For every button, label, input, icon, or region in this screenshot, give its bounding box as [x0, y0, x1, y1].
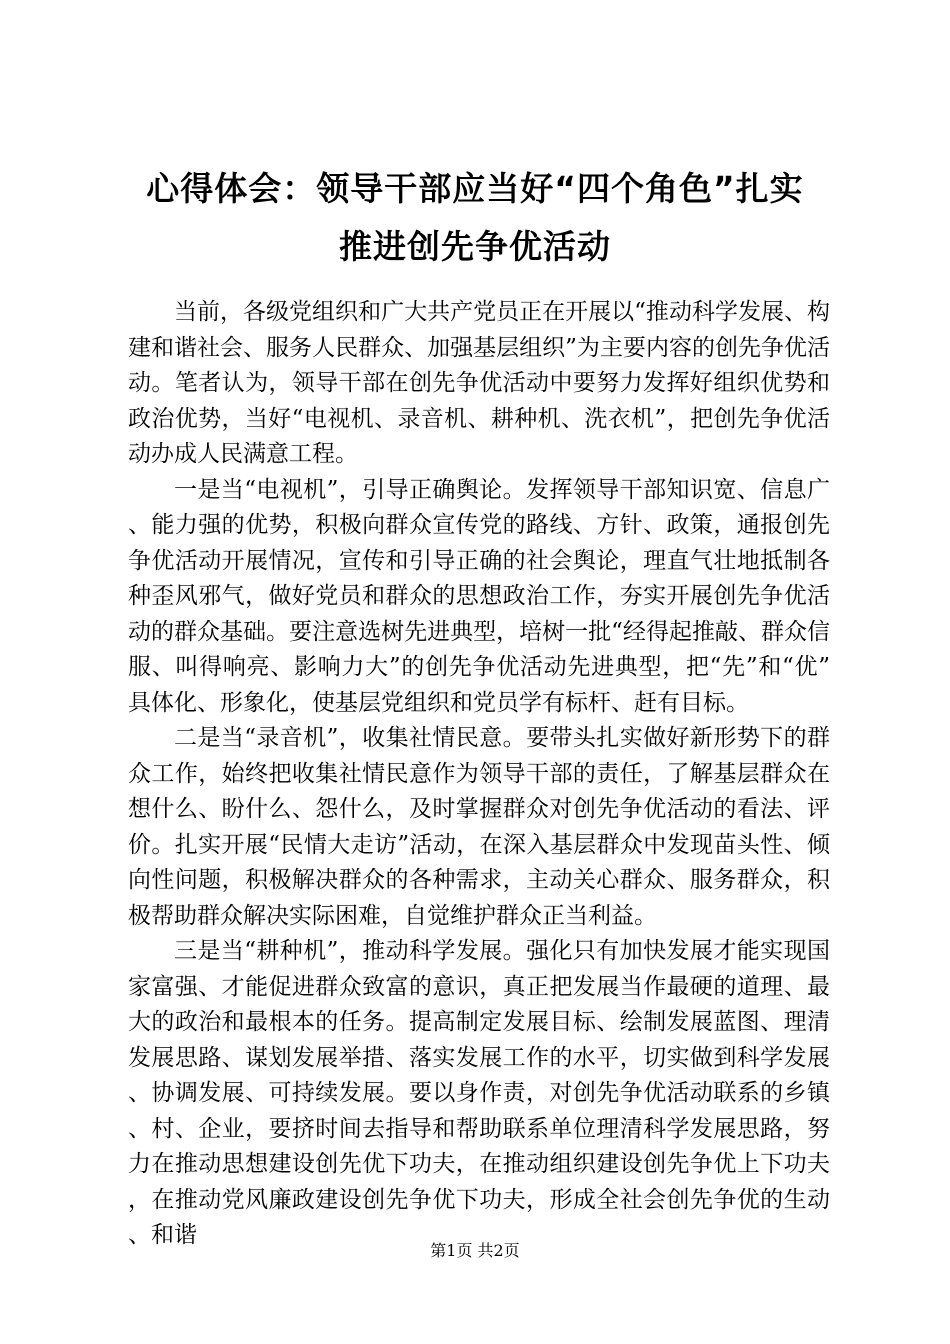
- paragraph-television: 一是当“电视机”，引导正确舆论。发挥领导干部知识宽、信息广、能力强的优势，积极向群众宣传党的路线、方针、政策，通报创先争优活动开展情况，宣传和引导正确的社会舆论，理直气壮地抵制各种歪风邪气，做好党员和群众的思想政治工作，夯实开展创先争优活动的群众基础。要注意选树先进典型，培树一批“经得起推敲、群众信服、叫得响亮、影响力大”的创先争优活动先进典型，把“先”和“优”具体化、形象化，使基层党组织和党员学有标杆、赶有目标。: [128, 476, 830, 716]
- title-line-1: 心得体会：领导干部应当好“四个角色”扎实: [146, 169, 804, 208]
- document-title: [100, 160, 850, 276]
- paragraph-recorder: 二是当“录音机”，收集社情民意。要带头扎实做好新形势下的群众工作，始终把收集社情民意作为领导干部的责任，了解基层群众在想什么、盼什么、怨什么，及时掌握群众对创先争优活动的看法、评价。扎实开展“民情大走访”活动，在深入基层群众中发现苗头性、倾向性问题，积极解决群众的各种需求，主动关心群众、服务群众，积极帮助群众解决实际困难，自觉维护群众正当利益。: [128, 725, 830, 929]
- title-line-2: 推进创先争优活动: [339, 227, 611, 266]
- paragraph-intro: 当前，各级党组织和广大共产党员正在开展以“推动科学发展、构建和谐社会、服务人民群众、加强基层组织”为主要内容的创先争优活动。笔者认为，领导干部在创先争优活动中要努力发挥好组织优势和政治优势，当好“电视机、录音机、耕种机、洗衣机”，把创先争优活动办成人民满意工程。: [128, 299, 830, 467]
- page-footer: 第1页 共2页: [430, 1241, 520, 1260]
- paragraph-cultivator: 三是当“耕种机”，推动科学发展。强化只有加快发展才能实现国家富强、才能促进群众致富的意识，真正把发展当作最硬的道理、最大的政治和最根本的任务。提高制定发展目标、绘制发展蓝图、理清发展思路、谋划发展举措、落实发展工作的水平，切实做到科学发展、协调发展、可持续发展。要以身作责，对创先争优活动联系的乡镇、村、企业，要挤时间去指导和帮助联系单位理清科学发展思路，努力在推动思想建设创先优下功夫，在推动组织建设创先争优上下功夫，在推动党风廉政建设创先争优下功夫，形成全社会创先争优的生动、和谐: [128, 938, 830, 1248]
- document-body: [128, 295, 830, 1254]
